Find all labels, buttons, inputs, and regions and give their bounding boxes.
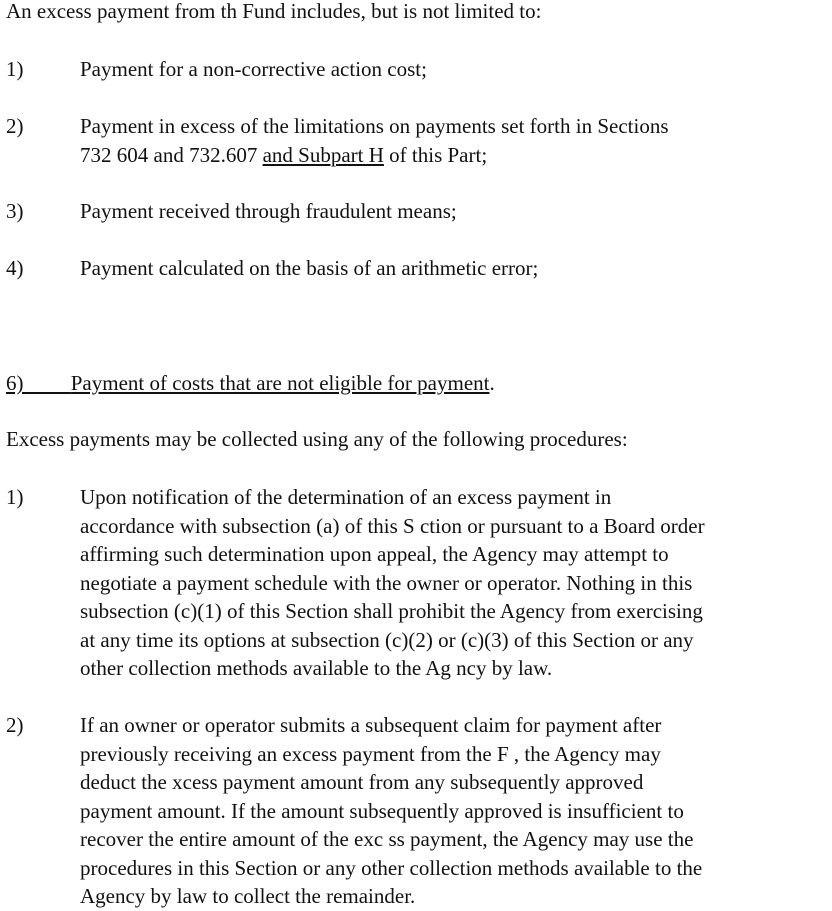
inserted-list-item: 6) Payment of costs that are not eligible for payment. [6,371,495,395]
item-text-line: accordance with subsection (a) of this S ction or pursuant to a Board order [80,513,705,538]
item-text: Payment received through fraudulent means; [80,199,457,223]
item-text-line: procedures in this Section or any other collection methods available to the [80,855,703,880]
item-text-line: Upon notification of the determination of an excess payment in [80,485,612,509]
item-text-line: deduct the xcess payment amount from any subsequently approved [80,770,644,794]
item-text: Payment for a non-corrective action cost; [80,57,427,81]
item-text-line: previously receiving an excess payment from the F , the Agency may [80,741,661,766]
intro-excess-payment: An excess payment from th Fund includes, but is not limited to: [6,0,542,23]
item-text-line: payment amount. If the amount subsequently approved is insufficient to [80,798,684,823]
item-number: 1) [6,485,24,509]
inserted-text: and Subpart H [262,142,384,167]
item-text-line: negotiate a payment schedule with the owner or operator. Nothing in this [80,570,693,595]
intro-collection: Excess payments may be collected using any of the following procedures: [6,427,628,451]
item-number: 3) [6,199,24,223]
inserted-item-number: 6) [6,371,24,395]
item-number: 4) [6,256,24,280]
item-text-line: If an owner or operator submits a subsequent claim for payment after [80,713,662,737]
item-text-line: affirming such determination upon appeal, the Agency may attempt to [80,542,669,566]
item-text-line: at any time its options at subsection (c)(2) or (c)(3) of this Section or any [80,627,694,652]
item-text-line: Agency by law to collect the remainder. [80,884,416,908]
item-text: 732 604 and 732.607 and Subpart H of this Part; [80,142,488,167]
item-text: Payment calculated on the basis of an arithmetic error; [80,256,539,280]
item-number: 2) [6,713,24,737]
item-number: 1) [6,57,24,81]
item-text: Payment in excess of the limitations on payments set forth in Sections [80,114,669,138]
item-text-line: other collection methods available to the Ag ncy by law. [80,656,553,680]
item-text-line: recover the entire amount of the exc ss payment, the Agency may use the [80,827,694,851]
item-number: 2) [6,114,24,138]
inserted-item-text: Payment of costs that are not eligible for payment [70,371,490,395]
item-text-line: subsection (c)(1) of this Section shall prohibit the Agency from exercising [80,599,703,623]
